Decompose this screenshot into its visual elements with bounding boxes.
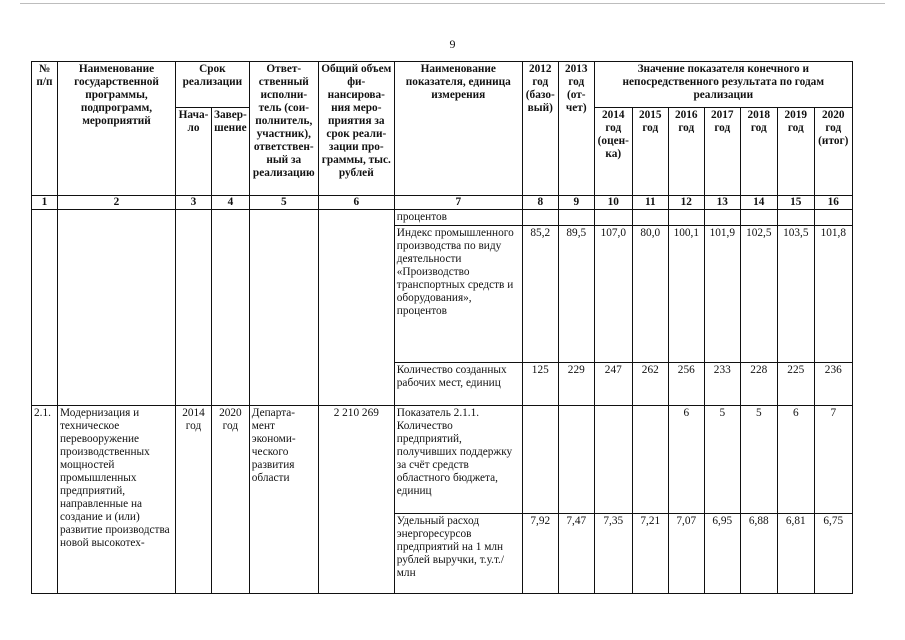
measure-name: Модернизация и техническое перевооружение производственных мощностей промышленных предприятий, направленные на создание и (или) развитие производства новой высокотех- xyxy=(58,406,176,594)
col-number: 2 xyxy=(58,196,176,210)
col-number: 14 xyxy=(740,196,777,210)
header-2020: 2020 год (итог) xyxy=(814,108,852,196)
col-number: 12 xyxy=(668,196,704,210)
header-name: Наименование государственной программы, подпрограмм, мероприятий xyxy=(58,62,176,196)
col-number: 3 xyxy=(176,196,212,210)
indicator-cell: Количество созданных рабочих мест, единиц xyxy=(394,363,522,406)
value-cell: 7,35 xyxy=(594,514,632,594)
col-number: 15 xyxy=(777,196,814,210)
value-cell: 6,95 xyxy=(704,514,740,594)
header-values-group: Значение показателя конечного и непосредственного результата по годам реализации xyxy=(594,62,852,108)
col-number: 5 xyxy=(249,196,318,210)
value-cell xyxy=(632,406,668,514)
value-cell: 5 xyxy=(704,406,740,514)
header-end: Завер-шение xyxy=(212,108,250,196)
value-cell: 6,88 xyxy=(740,514,777,594)
header-volume: Общий объем фи-нансирова-ния меро-приятия за срок реали-зации про-граммы, тыс. рублей xyxy=(318,62,394,196)
program-table xyxy=(31,61,853,594)
indicator-cell: Индекс промышленного производства по виду деятельности «Производство транспортных средств и оборудования», процентов xyxy=(394,226,522,363)
value-cell: 89,5 xyxy=(558,226,594,363)
col-number: 16 xyxy=(814,196,852,210)
col-number: 8 xyxy=(522,196,558,210)
col-number: 9 xyxy=(558,196,594,210)
col-number: 11 xyxy=(632,196,668,210)
page-number: 9 xyxy=(449,37,456,51)
cell-end-empty xyxy=(212,210,250,406)
value-cell xyxy=(777,210,814,226)
value-cell xyxy=(522,210,558,226)
header-start: Нача-ло xyxy=(176,108,212,196)
header-2018: 2018 год xyxy=(740,108,777,196)
table-row xyxy=(32,406,853,514)
value-cell: 85,2 xyxy=(522,226,558,363)
funding-volume: 2 210 269 xyxy=(318,406,394,594)
value-cell: 6,81 xyxy=(777,514,814,594)
item-number: 2.1. xyxy=(32,406,58,594)
value-cell: 6,75 xyxy=(814,514,852,594)
value-cell xyxy=(814,210,852,226)
value-cell: 236 xyxy=(814,363,852,406)
value-cell xyxy=(558,210,594,226)
value-cell xyxy=(522,406,558,514)
executor: Департа-мент экономи-ческого развития области xyxy=(249,406,318,594)
value-cell xyxy=(668,210,704,226)
value-cell xyxy=(704,210,740,226)
col-number: 10 xyxy=(594,196,632,210)
value-cell: 247 xyxy=(594,363,632,406)
value-cell: 7,07 xyxy=(668,514,704,594)
value-cell: 6 xyxy=(668,406,704,514)
header-executor: Ответ-ственный исполни-тель (сои-полнитель, участник), ответствен-ный за реализацию xyxy=(249,62,318,196)
header-no: № п/п xyxy=(32,62,58,196)
value-cell: 102,5 xyxy=(740,226,777,363)
header-indicator: Наименование показателя, единица измерения xyxy=(394,62,522,196)
header-row-1 xyxy=(32,62,853,108)
col-number: 6 xyxy=(318,196,394,210)
header-2012: 2012 год (базо-вый) xyxy=(522,62,558,196)
value-cell: 5 xyxy=(740,406,777,514)
cell-no-empty xyxy=(32,210,58,406)
indicator-cell: Удельный расход энергоресурсов предприятий на 1 млн рублей выручки, т.у.т./млн xyxy=(394,514,522,594)
value-cell: 7,92 xyxy=(522,514,558,594)
value-cell: 103,5 xyxy=(777,226,814,363)
value-cell: 233 xyxy=(704,363,740,406)
term-end: 2020 год xyxy=(212,406,250,594)
value-cell: 225 xyxy=(777,363,814,406)
header-2015: 2015 год xyxy=(632,108,668,196)
value-cell: 6 xyxy=(777,406,814,514)
value-cell xyxy=(740,210,777,226)
term-start: 2014 год xyxy=(176,406,212,594)
value-cell: 80,0 xyxy=(632,226,668,363)
header-2013: 2013 год (от-чет) xyxy=(558,62,594,196)
header-2019: 2019 год xyxy=(777,108,814,196)
col-number: 7 xyxy=(394,196,522,210)
value-cell xyxy=(594,210,632,226)
value-cell xyxy=(632,210,668,226)
table-row xyxy=(32,210,853,226)
value-cell xyxy=(558,406,594,514)
header-2014: 2014 год (оцен-ка) xyxy=(594,108,632,196)
cell-volume-empty xyxy=(318,210,394,406)
value-cell: 228 xyxy=(740,363,777,406)
value-cell: 101,8 xyxy=(814,226,852,363)
value-cell: 262 xyxy=(632,363,668,406)
value-cell xyxy=(594,406,632,514)
cell-exec-empty xyxy=(249,210,318,406)
page-top-rule xyxy=(20,3,885,4)
cell-start-empty xyxy=(176,210,212,406)
col-number: 1 xyxy=(32,196,58,210)
col-number: 4 xyxy=(212,196,250,210)
header-term: Срок реализации xyxy=(176,62,250,108)
value-cell: 101,9 xyxy=(704,226,740,363)
value-cell: 7 xyxy=(814,406,852,514)
value-cell: 100,1 xyxy=(668,226,704,363)
header-2016: 2016 год xyxy=(668,108,704,196)
column-number-row xyxy=(32,196,853,210)
header-2017: 2017 год xyxy=(704,108,740,196)
value-cell: 7,47 xyxy=(558,514,594,594)
value-cell: 107,0 xyxy=(594,226,632,363)
indicator-cell: Показатель 2.1.1. Количество предприятий, получивших поддержку за счёт средств областного бюджета, единиц xyxy=(394,406,522,514)
value-cell: 256 xyxy=(668,363,704,406)
value-cell: 229 xyxy=(558,363,594,406)
cell-name-empty xyxy=(58,210,176,406)
value-cell: 7,21 xyxy=(632,514,668,594)
indicator-cell: процентов xyxy=(394,210,522,226)
col-number: 13 xyxy=(704,196,740,210)
value-cell: 125 xyxy=(522,363,558,406)
